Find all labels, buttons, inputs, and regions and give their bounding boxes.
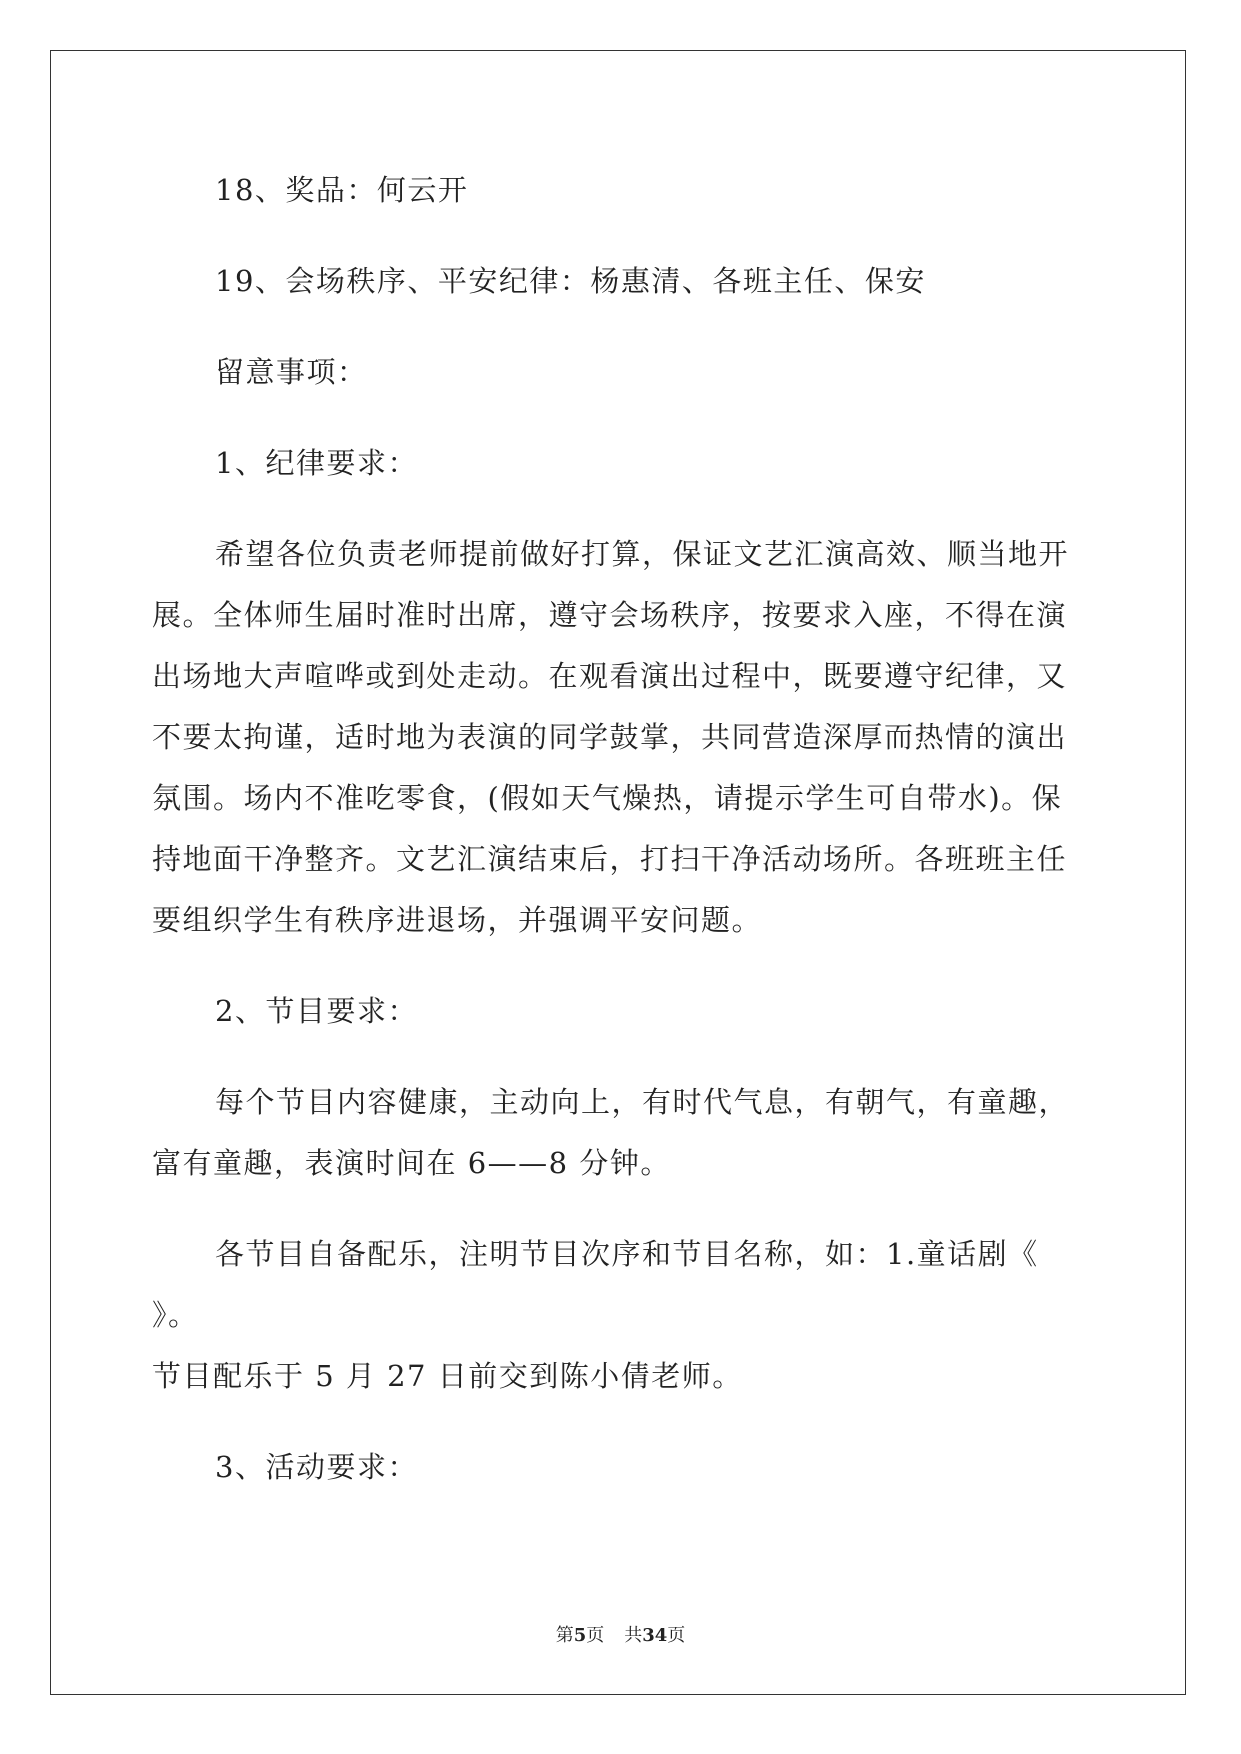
paragraph-music xyxy=(152,1224,1086,1407)
text-line: 每个节目内容健康，主动向上，有时代气息，有朝气，有童趣， xyxy=(215,1085,1070,1119)
text-line: 富有童趣，表演时间在 6——8 分钟。 xyxy=(152,1146,671,1180)
paragraph-activity-heading xyxy=(152,1437,1086,1498)
page-suffix: 页 xyxy=(586,1625,605,1646)
document-body xyxy=(152,160,1086,1528)
paragraph-venue-order xyxy=(152,251,1086,312)
text-line: 节目配乐于 5 月 27 日前交到陈小倩老师。 xyxy=(152,1359,743,1393)
page-number: 5 xyxy=(573,1625,587,1646)
text-line: 1、纪律要求： xyxy=(215,446,418,480)
text-line: 要组织学生有秩序进退场，并强调平安问题。 xyxy=(152,903,763,937)
text-line: 3、活动要求： xyxy=(215,1450,418,1484)
page-footer xyxy=(0,1624,1241,1648)
text-line: 展。全体师生届时准时出席，遵守会场秩序，按要求入座，不得在演 xyxy=(152,598,1068,632)
paragraph-prize xyxy=(152,160,1086,221)
total-suffix: 页 xyxy=(667,1625,686,1646)
text-line: 19、会场秩序、平安纪律：杨惠清、各班主任、保安 xyxy=(215,264,926,298)
paragraph-program-body xyxy=(152,1072,1086,1194)
text-line: 留意事项： xyxy=(215,355,368,389)
text-line: 持地面干净整齐。文艺汇演结束后，打扫干净活动场所。各班班主任 xyxy=(152,842,1068,876)
page-prefix: 第 xyxy=(555,1625,574,1646)
text-line: 不要太拘谨，适时地为表演的同学鼓掌，共同营造深厚而热情的演出 xyxy=(152,720,1068,754)
text-line: 希望各位负责老师提前做好打算，保证文艺汇演高效、顺当地开 xyxy=(215,537,1070,571)
total-pages: 34 xyxy=(642,1625,668,1646)
text-line: 各节目自备配乐，注明节目次序和节目名称，如：1.童话剧《 》。 xyxy=(152,1237,1039,1332)
text-line: 18、奖品：何云开 xyxy=(215,173,469,207)
total-prefix: 共 xyxy=(624,1625,643,1646)
paragraph-discipline-heading xyxy=(152,433,1086,494)
text-line: 出场地大声喧哗或到处走动。在观看演出过程中，既要遵守纪律，又 xyxy=(152,659,1068,693)
paragraph-notes-heading xyxy=(152,342,1086,403)
text-line: 2、节目要求： xyxy=(215,994,418,1028)
text-line: 氛围。场内不准吃零食，(假如天气燥热，请提示学生可自带水)。保 xyxy=(152,781,1063,815)
paragraph-program-heading xyxy=(152,981,1086,1042)
paragraph-discipline-body xyxy=(152,524,1086,951)
